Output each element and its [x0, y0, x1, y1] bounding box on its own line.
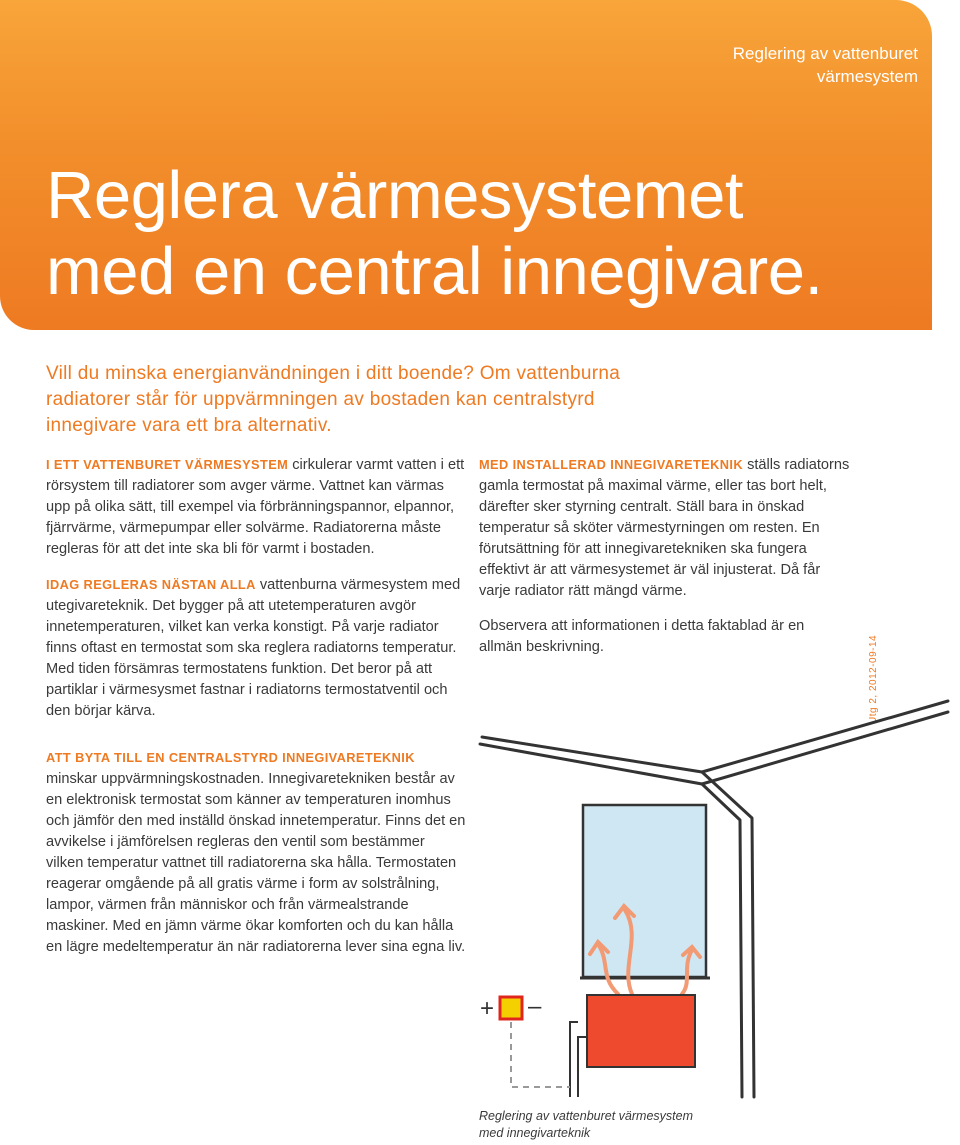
paragraph	[479, 454, 851, 602]
return-pipe	[578, 1037, 587, 1097]
paragraph-lead: MED INSTALLERAD INNEGIVARETEKNIK	[479, 457, 744, 472]
paragraph	[46, 747, 466, 958]
roof-outer-line	[482, 701, 948, 772]
thermostat-wire	[511, 1022, 570, 1087]
illustration-caption	[479, 1108, 779, 1142]
supply-pipe	[570, 1022, 578, 1097]
house-illustration	[470, 692, 960, 1100]
left-column	[46, 454, 466, 736]
paragraph-lead: I ETT VATTENBURET VÄRMESYSTEM	[46, 457, 289, 472]
edition-note: Utg 2, 2012-09-14	[868, 634, 879, 724]
paragraph-text: vattenburna värmesystem med utegivareteknik. Det bygger på att utetemperaturen avgör innetemperaturen, vilket kan verka konstigt. På varje radiator finns oftast en termostat som ska reglera radiatorns temperatur. Med tiden försämras termostatens funktion. Det beror på att partiklar i värmesysmet fastnar i radiatorns termostatventil och den börjar kärva.	[46, 577, 461, 719]
page-title	[46, 158, 906, 310]
house-wall-outer	[702, 784, 742, 1097]
paragraph-lead: ATT BYTA TILL EN CENTRALSTYRD INNEGIVARETEKNIK	[46, 750, 415, 765]
paragraph-text: cirkulerar varmt vatten i ett rörsystem till radiatorer som avger värme. Vattnet kan värmas upp på olika sätt, till exempel via förbränningspannor, elpannor, fjärrvärme, värmepumpar eller solvärme. Radiatorerna måste regleras för att det inte ska bli för varmt i bostaden.	[46, 457, 465, 557]
paragraph	[46, 574, 466, 722]
radiator	[587, 995, 695, 1067]
caption-line-1: Reglering av vattenburet värmesystem	[479, 1109, 693, 1123]
thermostat	[500, 997, 522, 1019]
minus-sign: –	[528, 993, 542, 1020]
title-line-2: med en central innegivare.	[46, 234, 823, 309]
paragraph	[479, 616, 851, 658]
paragraph-lead: IDAG REGLERAS NÄSTAN ALLA	[46, 577, 256, 592]
left-column-lower	[46, 747, 466, 972]
section-label: Reglering av vattenburet värmesystem	[732, 44, 918, 86]
plus-sign: +	[480, 995, 495, 1022]
right-column	[479, 454, 851, 672]
paragraph-text: minskar uppvärmningskostnaden. Innegivaretekniken består av en elektronisk termostat som känner av temperaturen inomhus och jämför den med inställd önskad innetemperatur. Finns det en avvikelse i jämförelsen regleras den ventil som bestämmer vilken temperatur vattnet till radiatorerna ska hålla. Termostaten reagerar omgående på all gratis värme i form av solstrålning, lampor, värmen från människor och från värmealstrande maskiner. Med en jämn värme ökar komforten och du kan hålla en lägre medeltemperatur än när radiatorerna lever sina egna liv.	[46, 771, 466, 955]
house-wall-inner	[702, 772, 754, 1097]
paragraph	[46, 454, 466, 560]
paragraph-text: Observera att informationen i detta faktablad är en allmän beskrivning.	[479, 618, 805, 655]
intro-text: Vill du minska energianvändningen i ditt boende? Om vattenburna radiatorer står för uppvärmningen av bostaden kan centralstyrd innegivare vara ett bra alternativ.	[46, 363, 621, 436]
title-line-1: Reglera värmesystemet	[46, 158, 743, 233]
paragraph-text: ställs radiatorns gamla termostat på maximal värme, eller tas bort helt, därefter sker styrning centralt. Ställ bara in önskad temperatur så sköter värmestyrningen om resten. En förutsättning för att innegivaretekniken ska fungera effektivt är att värmesystemet är väl injusterat. Då får varje radiator rätt mängd värme.	[479, 457, 850, 599]
caption-line-2: med innegivarteknik	[479, 1126, 591, 1140]
